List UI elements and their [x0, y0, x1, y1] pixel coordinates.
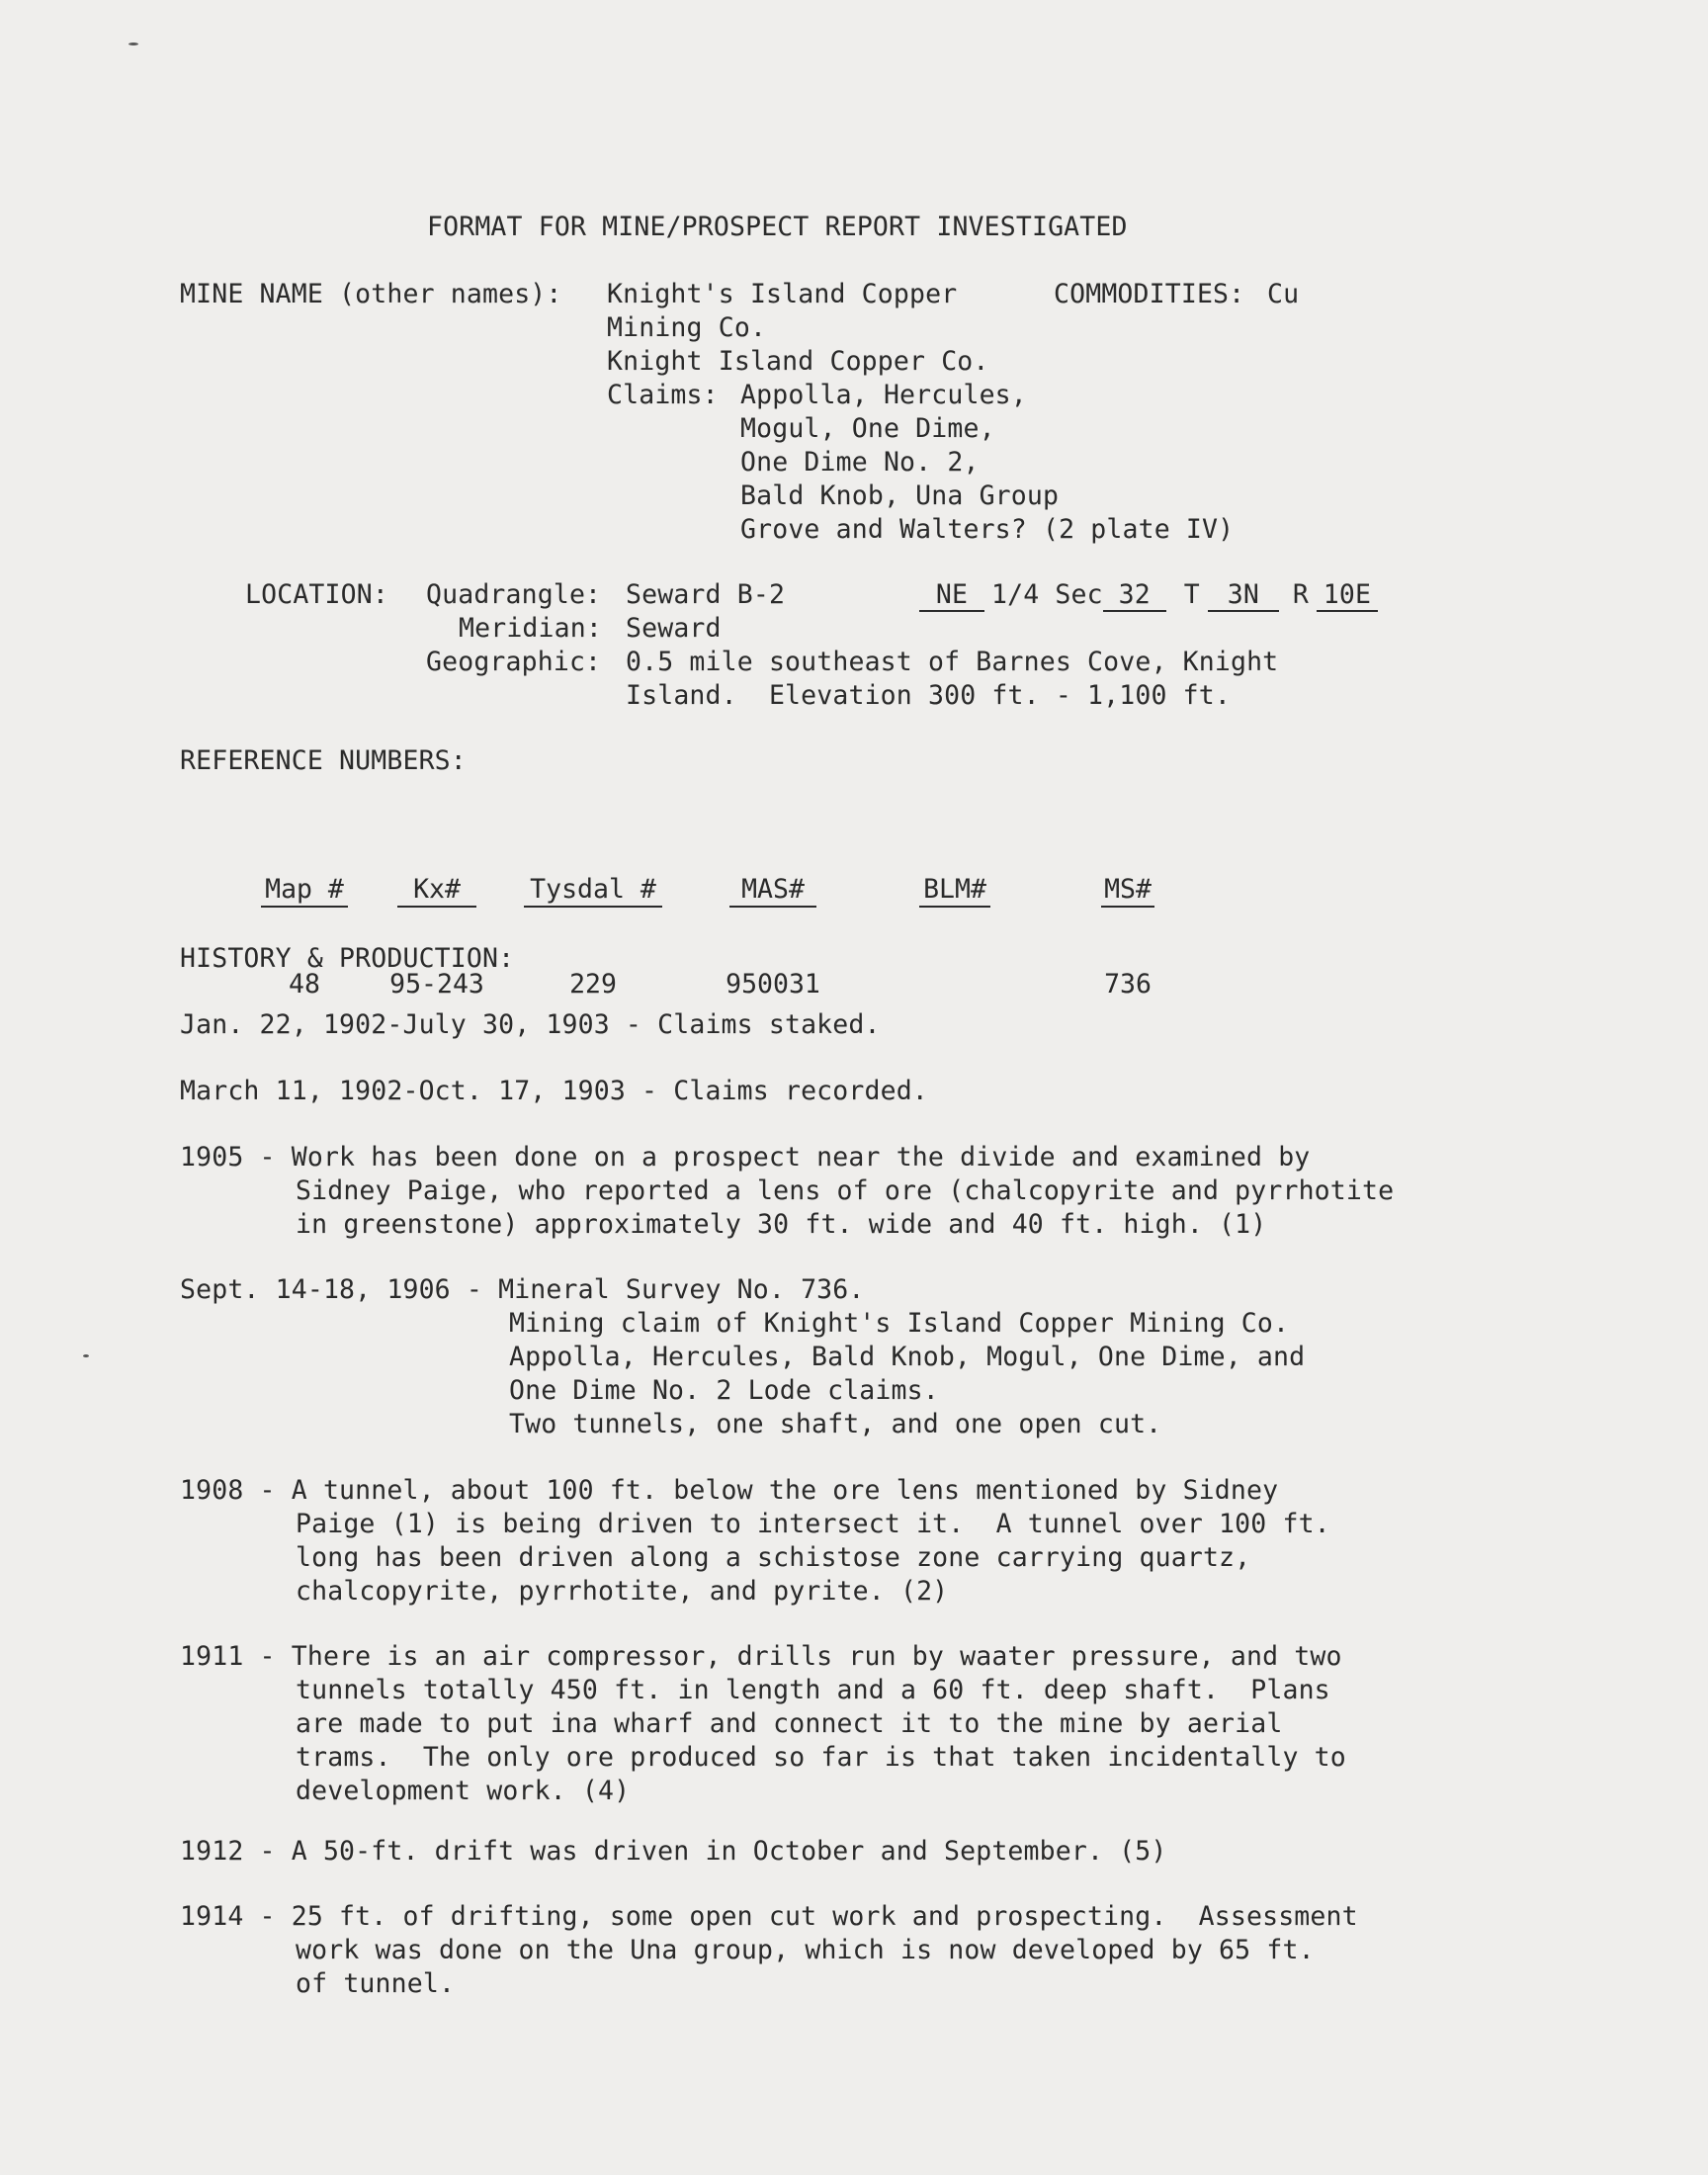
history-entry-line: tunnels totally 450 ft. in length and a 60 ft. deep shaft. Plans	[296, 1675, 1330, 1705]
mine-name-line: Mining Co.	[607, 312, 767, 343]
history-entry-line: development work. (4)	[296, 1776, 631, 1806]
township-value: 3N	[1208, 580, 1279, 612]
township-line	[919, 578, 1378, 612]
geographic-line: Island. Elevation 300 ft. - 1,100 ft.	[626, 680, 1231, 711]
history-entry: Jan. 22, 1902-July 30, 1903 - Claims staked.	[180, 1009, 881, 1040]
geographic-line: 0.5 mile southeast of Barnes Cove, Knight	[626, 647, 1279, 677]
meridian-value: Seward	[626, 613, 722, 644]
history-entry: 1908 - A tunnel, about 100 ft. below the ore lens mentioned by Sidney	[180, 1475, 1279, 1506]
page-title: FORMAT FOR MINE/PROSPECT REPORT INVESTIGATED	[427, 212, 1128, 242]
history-entry-line: Mining claim of Knight's Island Copper Mining Co.	[509, 1308, 1290, 1339]
reference-header: BLM#	[919, 874, 990, 908]
reference-value: 95-243	[389, 969, 484, 1000]
claims-line: Bald Knob, Una Group	[740, 480, 1060, 511]
reference-column	[1101, 813, 1154, 1062]
history-entry-line: work was done on the Una group, which is now developed by 65 ft.	[296, 1935, 1315, 1965]
history-entry-line: Sidney Paige, who reported a lens of ore (chalcopyrite and pyrrhotite	[296, 1175, 1395, 1206]
reference-column	[919, 813, 990, 1030]
mine-name-line: Knight Island Copper Co.	[607, 346, 989, 377]
history-entry-line: trams. The only ore produced so far is that taken incidentally to	[296, 1742, 1346, 1773]
section-value: 32	[1103, 580, 1166, 612]
reference-header: MS#	[1101, 874, 1154, 908]
claims-line: One Dime No. 2,	[740, 447, 980, 478]
history-entry-line: chalcopyrite, pyrrhotite, and pyrite. (2)	[296, 1576, 949, 1607]
history-entry-line: are made to put ina wharf and connect it to the mine by aerial	[296, 1708, 1283, 1739]
claims-label: Claims:	[607, 380, 719, 410]
history-entry: 1905 - Work has been done on a prospect near the divide and examined by	[180, 1142, 1311, 1173]
history-entry: 1914 - 25 ft. of drifting, some open cut work and prospecting. Assessment	[180, 1901, 1358, 1932]
history-entry-line: Two tunnels, one shaft, and one open cut.	[509, 1409, 1162, 1439]
reference-value: 736	[1104, 969, 1152, 1000]
claims-line: Mogul, One Dime,	[740, 413, 995, 444]
reference-value: 48	[289, 969, 320, 1000]
history-entry: Sept. 14-18, 1906 - Mineral Survey No. 736.	[180, 1274, 865, 1305]
location-label: LOCATION:	[245, 579, 388, 610]
range-label: R	[1292, 579, 1309, 610]
reference-header: Map #	[261, 874, 348, 908]
quadrangle-value: Seward B-2	[626, 579, 786, 610]
history-entry: 1912 - A 50-ft. drift was driven in October and September. (5)	[180, 1836, 1167, 1867]
reference-header: Tysdal #	[524, 874, 662, 908]
history-entry-line: in greenstone) approximately 30 ft. wide and 40 ft. high. (1)	[296, 1209, 1267, 1240]
geographic-label: Geographic:	[426, 647, 602, 677]
claims-line: Grove and Walters? (2 plate IV)	[740, 514, 1235, 545]
quadrangle-label: Quadrangle:	[426, 579, 602, 610]
scan-speck	[83, 1354, 89, 1357]
history-entry-line: One Dime No. 2 Lode claims.	[509, 1375, 939, 1406]
meridian-label: Meridian:	[459, 613, 602, 644]
mine-name-label: MINE NAME (other names):	[180, 279, 562, 309]
commodities-label: COMMODITIES:	[1054, 279, 1245, 309]
history-label: HISTORY & PRODUCTION:	[180, 943, 515, 974]
history-entry-line: long has been driven along a schistose zone carrying quartz,	[296, 1542, 1251, 1573]
claims-line: Appolla, Hercules,	[740, 380, 1027, 410]
history-entry: 1911 - There is an air compressor, drills run by waater pressure, and two	[180, 1641, 1342, 1672]
township-label: T	[1183, 579, 1200, 610]
history-entry-line: Paige (1) is being driven to intersect it. A tunnel over 100 ft.	[296, 1509, 1330, 1539]
history-entry-line: Appolla, Hercules, Bald Knob, Mogul, One Dime, and	[509, 1342, 1306, 1372]
mine-name-line: Knight's Island Copper	[607, 279, 958, 309]
quarter-label: 1/4 Sec	[991, 579, 1103, 610]
scan-speck	[128, 43, 138, 45]
history-entry-line: of tunnel.	[296, 1968, 456, 1999]
history-entry: March 11, 1902-Oct. 17, 1903 - Claims recorded.	[180, 1076, 928, 1106]
quarter-value: NE	[919, 580, 984, 612]
reference-label: REFERENCE NUMBERS:	[180, 745, 467, 776]
range-value: 10E	[1317, 580, 1378, 612]
reference-header: MAS#	[729, 874, 816, 908]
reference-header: Kx#	[397, 874, 476, 908]
reference-value: 950031	[726, 969, 820, 1000]
commodities-value: Cu	[1267, 279, 1300, 309]
reference-value: 229	[569, 969, 617, 1000]
